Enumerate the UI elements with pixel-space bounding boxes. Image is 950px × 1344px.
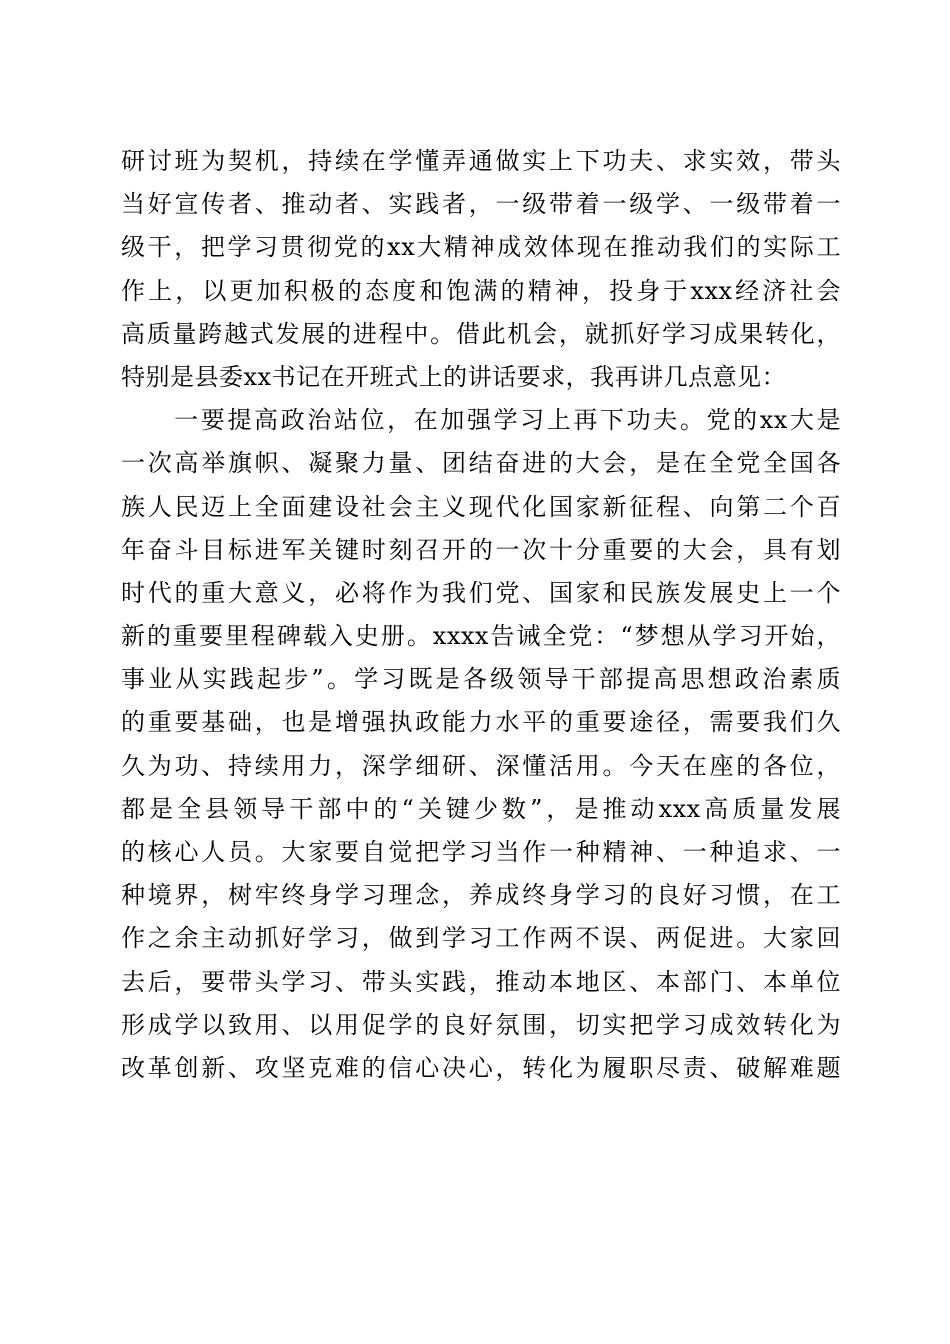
text-line: 时代的重大意义，必将作为我们党、国家和民族发展史上一个 [121,578,841,607]
text-line: 去后，要带头学习、带头实践，推动本地区、本部门、本单位 [121,967,841,996]
text-line: 种境界，树牢终身学习理念，养成终身学习的良好习惯，在工 [121,881,841,910]
text-line: 形成学以致用、以用促学的良好氛围，切实把学习成效转化为 [121,1010,841,1039]
text-line: 年奋斗目标进军关键时刻召开的一次十分重要的大会，具有划 [121,535,841,564]
text-line: 级干，把学习贯彻党的xx大精神成效体现在推动我们的实际工 [121,233,841,262]
body-text [121,140,841,1090]
text-line: 族人民迈上全面建设社会主义现代化国家新征程、向第二个百 [121,492,841,521]
text-line: 的核心人员。大家要自觉把学习当作一种精神、一种追求、一 [121,838,841,866]
text-line: 改革创新、攻坚克难的信心决心，转化为履职尽责、破解难题 [121,1053,841,1082]
text-line: 的重要基础，也是增强执政能力水平的重要途径，需要我们久 [121,708,841,737]
text-line: 久为功、持续用力，深学细研、深懂活用。今天在座的各位， [121,751,841,780]
text-line: 都是全县领导干部中的“关键少数”，是推动xxx高质量发展 [121,794,841,823]
text-line: 一要提高政治站位，在加强学习上再下功夫。党的xx大是 [121,406,841,435]
text-line: 新的重要里程碑载入史册。xxxx告诫全党：“梦想从学习开始， [121,622,841,651]
text-line: 事业从实践起步”。学习既是各级领导干部提高思想政治素质 [121,665,841,694]
text-line: 研讨班为契机，持续在学懂弄通做实上下功夫、求实效，带头 [121,147,841,175]
text-line: 一次高举旗帜、凝聚力量、团结奋进的大会，是在全党全国各 [121,449,841,478]
text-line: 作之余主动抓好学习，做到学习工作两不误、两促进。大家回 [121,924,841,953]
text-line: 作上，以更加积极的态度和饱满的精神，投身于xxx经济社会 [121,276,841,305]
text-line: 高质量跨越式发展的进程中。借此机会，就抓好学习成果转化， [121,319,841,348]
text-line: 特别是县委xx书记在开班式上的讲话要求，我再讲几点意见： [121,362,787,391]
text-line: 当好宣传者、推动者、实践者，一级带着一级学、一级带着一 [121,190,841,219]
